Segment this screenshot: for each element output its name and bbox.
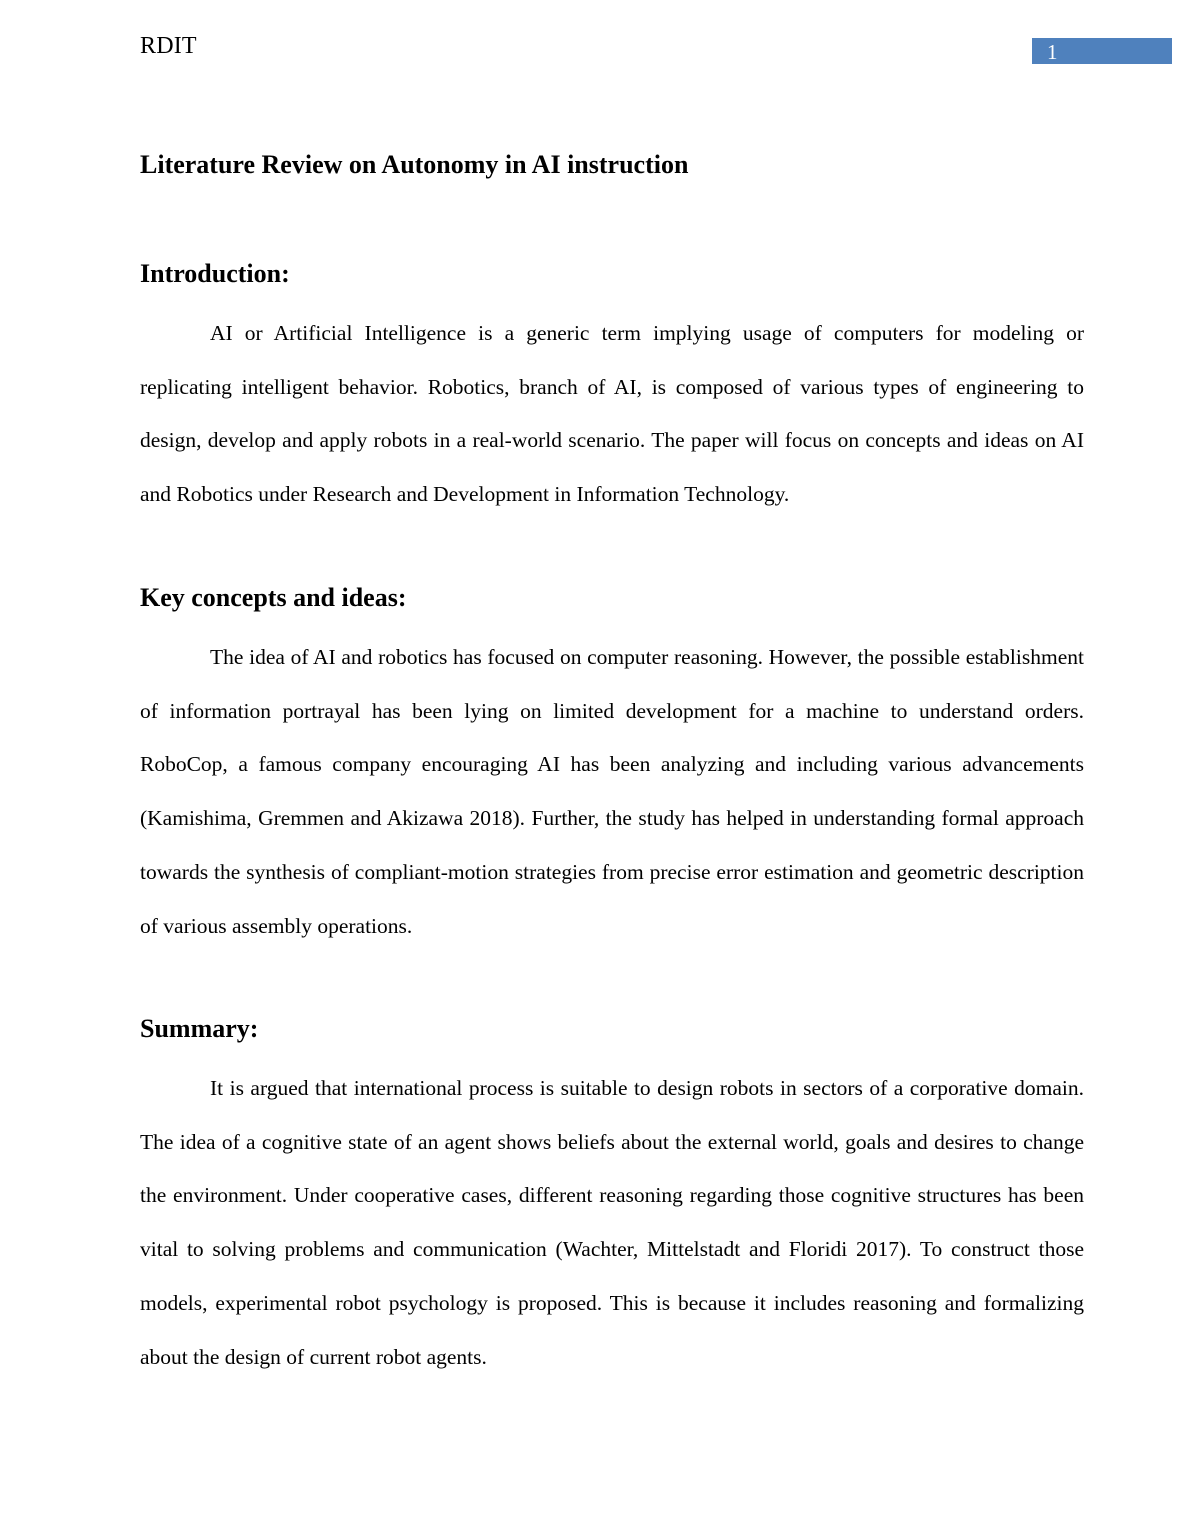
introduction-paragraph: AI or Artificial Intelligence is a generic term implying usage of computers for modeling or replicating intelligent behavior. Robotics, branch of AI, is composed of various types of engineering to design, develop and apply robots in a real-world scenario. The paper will focus on concepts and ideas on AI and Robotics under Research and Development in Information Technology. [140,321,1084,507]
page-number: 1 [1047,40,1058,64]
key-concepts-paragraph: The idea of AI and robotics has focused on computer reasoning. However, the possible establishment of information portrayal has been lying on limited development for a machine to understand orders. RoboCop, a famous company encouraging AI has been analyzing and including various advancements (Kamishima, Gremmen and Akizawa 2018). Further, the study has helped in understanding formal approach towards the synthesis of compliant-motion strategies from precise error estimation and geometric description of various assembly operations. [140,645,1084,938]
key-concepts-heading: Key concepts and ideas: [140,583,407,612]
summary-paragraph: It is argued that international process is suitable to design robots in sectors of a corporative domain. The idea of a cognitive state of an agent shows beliefs about the external world, goals and desires to change the environment. Under cooperative cases, different reasoning regarding those cognitive structures has been vital to solving problems and communication (Wachter, Mittelstadt and Floridi 2017). To construct those models, experimental robot psychology is proposed. This is because it includes reasoning and formalizing about the design of current robot agents. [140,1076,1084,1369]
document-title: Literature Review on Autonomy in AI instruction [140,150,689,179]
running-head: RDIT [140,33,197,59]
summary-heading: Summary: [140,1014,259,1043]
page-number-bar [1032,38,1172,64]
introduction-heading: Introduction: [140,259,290,288]
